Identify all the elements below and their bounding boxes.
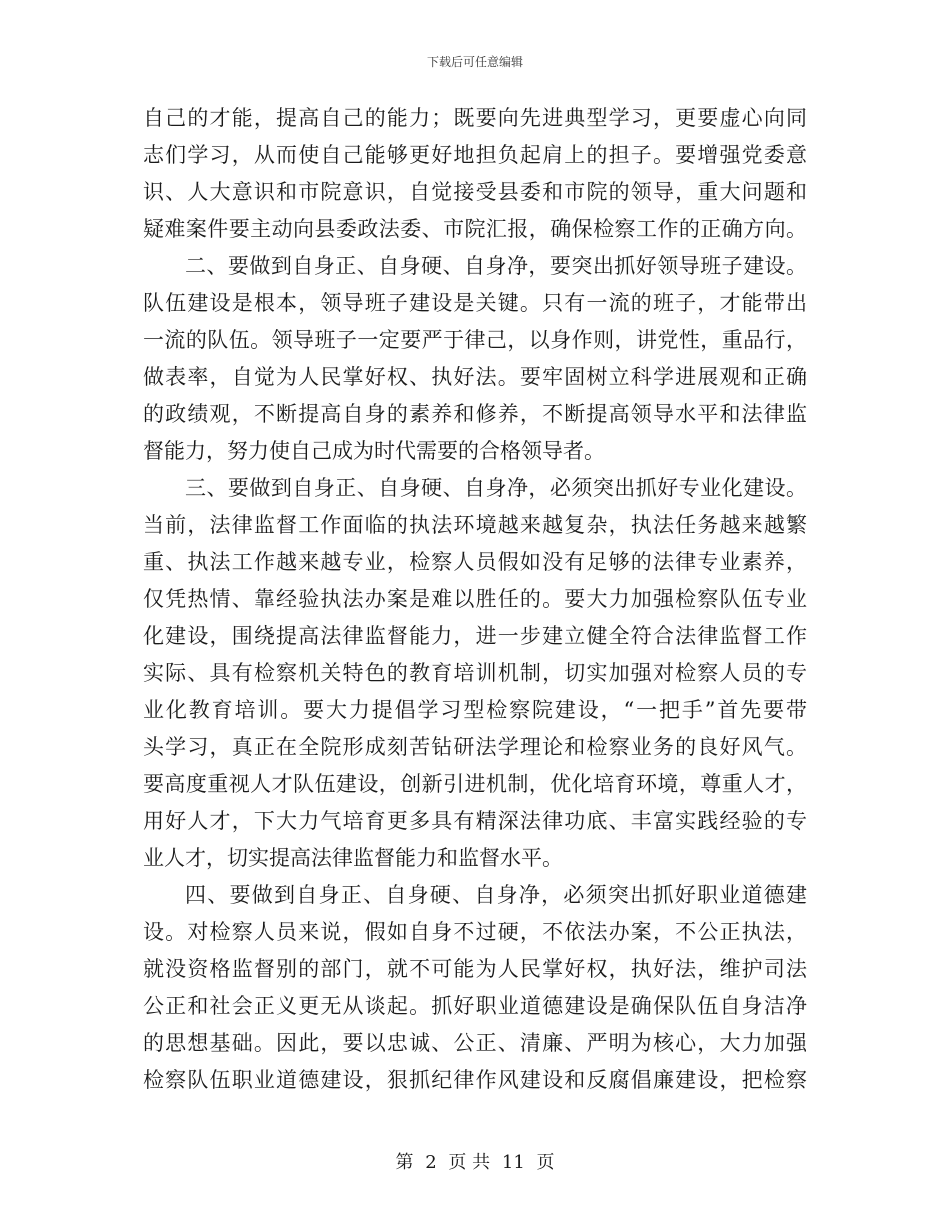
page-number-footer [0,1152,950,1174]
text-line: 头学习，真正在全院形成刻苦钻研法学理论和检察业务的良好风气。 [143,735,807,759]
text-line: 化建设，围绕提高法律监督能力，进一步建立健全符合法律监督工作 [143,624,807,648]
text-line: 要高度重视人才队伍建设，创新引进机制，优化培育环境，尊重人才， [143,772,807,796]
text-line: 当前，法律监督工作面临的执法环境越来越复杂，执法任务越来越繁 [143,513,807,537]
text-line: 一流的队伍。领导班子一定要严于律己，以身作则，讲党性，重品行， [143,328,807,352]
text-line: 业化教育培训。要大力提倡学习型检察院建设，“一把手”首先要带 [143,698,807,722]
text-line: 的思想基础。因此，要以忠诚、公正、清廉、严明为核心，大力加强 [143,1031,807,1055]
page-header-note: 下载后可任意编辑 [426,55,523,69]
text-line: 志们学习，从而使自己能够更好地担负起肩上的担子。要增强党委意 [143,143,807,167]
text-line: 用好人才，下大力气培育更多具有精深法律功底、丰富实践经验的专 [143,809,807,833]
text-line: 实际、具有检察机关特色的教育培训机制，切实加强对检察人员的专 [143,661,807,685]
total-page-count: 11 [501,1152,525,1173]
text-line: 就没资格监督别的部门，就不可能为人民掌好权，执好法，维护司法 [143,957,807,981]
document-body [143,100,807,1130]
text-line: 检察队伍职业道德建设，狠抓纪律作风建设和反腐倡廉建设，把检察 [143,1068,807,1092]
text-line: 的政绩观，不断提高自身的素养和修养，不断提高领导水平和法律监 [143,402,807,426]
current-page-number: 2 [425,1152,437,1173]
footer-middle: 页 共 [448,1152,491,1173]
text-line: 设。对检察人员来说，假如自身不过硬，不依法办案，不公正执法， [143,920,807,944]
text-line: 识、人大意识和市院意识，自觉接受县委和市院的领导，重大问题和 [143,180,807,204]
text-line: 做表率，自觉为人民掌好权、执好法。要牢固树立科学进展观和正确 [143,365,807,389]
footer-suffix: 页 [536,1152,555,1173]
text-line: 重、执法工作越来越专业，检察人员假如没有足够的法律专业素养， [143,550,807,574]
footer-prefix: 第 [395,1152,414,1173]
paragraph-start-line: 四、要做到自身正、自身硬、自身净，必须突出抓好职业道德建 [185,883,807,907]
text-line: 队伍建设是根本，领导班子建设是关键。只有一流的班子，才能带出 [143,291,807,315]
text-line: 公正和社会正义更无从谈起。抓好职业道德建设是确保队伍自身洁净 [143,994,807,1018]
paragraph-start-line: 三、要做到自身正、自身硬、自身净，必须突出抓好专业化建设。 [185,476,807,500]
paragraph-end-line: 督能力，努力使自己成为时代需要的合格领导者。 [143,439,605,463]
text-line: 自己的才能，提高自己的能力；既要向先进典型学习，更要虚心向同 [143,106,807,130]
paragraph-end-line: 业人才，切实提高法律监督能力和监督水平。 [143,846,563,870]
paragraph-start-line: 二、要做到自身正、自身硬、自身净，要突出抓好领导班子建设。 [185,254,807,278]
text-line: 疑难案件要主动向县委政法委、市院汇报，确保检察工作的正确方向。 [143,217,807,241]
text-line: 仅凭热情、靠经验执法办案是难以胜任的。要大力加强检察队伍专业 [143,587,807,611]
